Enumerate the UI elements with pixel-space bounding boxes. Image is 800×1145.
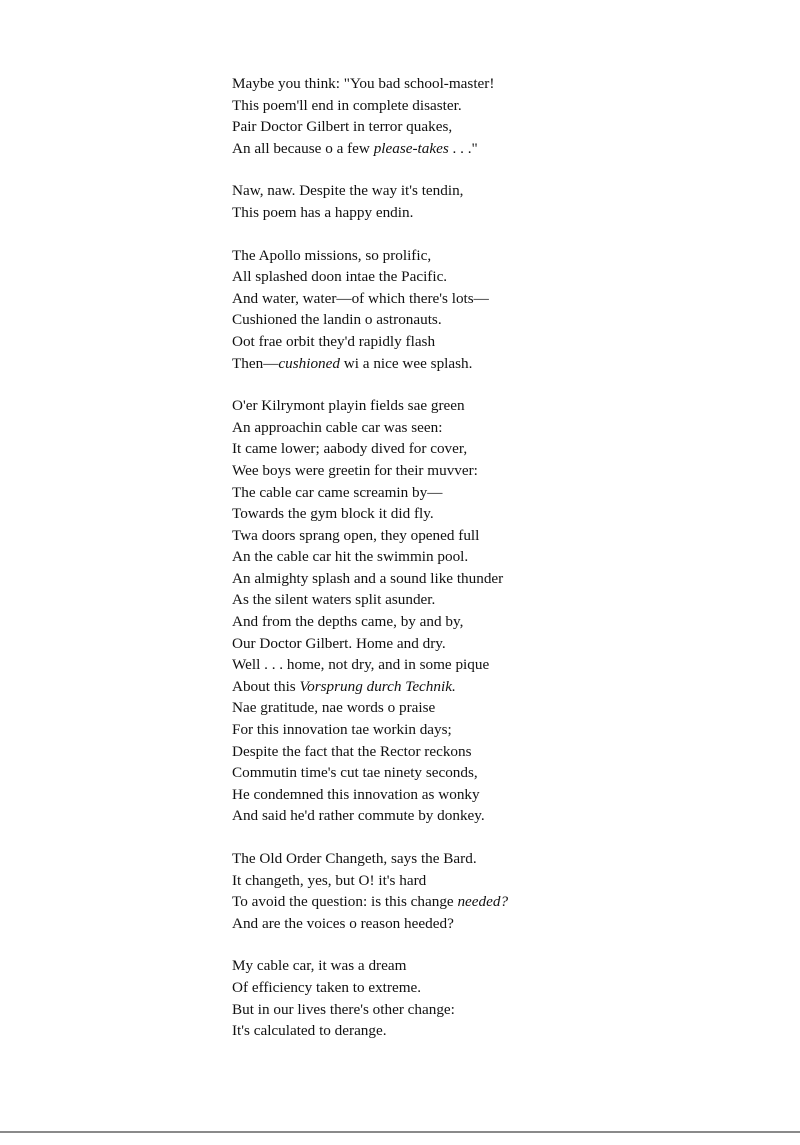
line-text: The Apollo missions, so prolific, [232, 246, 432, 264]
poem-line [232, 633, 752, 655]
poem-line [232, 848, 752, 870]
poem-line [232, 913, 752, 935]
stanza [232, 245, 752, 375]
poem-line [232, 676, 752, 698]
poem-line [232, 762, 752, 784]
poem-line [232, 95, 752, 117]
line-text: The cable car came screamin by— [232, 483, 443, 501]
poem-line [232, 741, 752, 763]
poem-line [232, 568, 752, 590]
poem-line [232, 546, 752, 568]
line-text: This poem has a happy endin. [232, 203, 414, 221]
line-text: Pair Doctor Gilbert in terror quakes, [232, 118, 453, 136]
line-text: Then— [232, 354, 279, 372]
line-text: And water, water—of which there's lots— [232, 289, 489, 307]
line-text: About this [232, 677, 300, 695]
line-text: As the silent waters split asunder. [232, 591, 436, 609]
line-text: Twa doors sprang open, they opened full [232, 526, 480, 544]
line-text: Oot frae orbit they'd rapidly flash [232, 332, 436, 350]
stanza [232, 73, 752, 159]
italic-text: needed? [457, 893, 509, 911]
poem-line [232, 245, 752, 267]
line-text: He condemned this innovation as wonky [232, 785, 480, 803]
poem-line [232, 805, 752, 827]
poem-line [232, 438, 752, 460]
poem-line [232, 482, 752, 504]
poem-line [232, 525, 752, 547]
line-text: Cushioned the landin o astronauts. [232, 311, 442, 329]
line-text: And from the depths came, by and by, [232, 613, 464, 631]
line-text: But in our lives there's other change: [232, 1000, 455, 1018]
poem-line [232, 417, 752, 439]
poem-line [232, 503, 752, 525]
stanza [232, 955, 752, 1041]
poem-line [232, 1020, 752, 1042]
line-text: Our Doctor Gilbert. Home and dry. [232, 634, 446, 652]
poem-line [232, 719, 752, 741]
stanza [232, 180, 752, 223]
line-text: Despite the fact that the Rector reckons [232, 742, 472, 760]
line-text: Wee boys were greetin for their muvver: [232, 461, 478, 479]
line-text: The Old Order Changeth, says the Bard. [232, 850, 477, 867]
stanza [232, 395, 752, 827]
poem-line [232, 395, 752, 417]
poem-line [232, 654, 752, 676]
line-text: Naw, naw. Despite the way it's tendin, [232, 182, 464, 200]
italic-text: cushioned [278, 354, 340, 372]
poem-line [232, 288, 752, 310]
line-text: Of efficiency taken to extreme. [232, 978, 422, 996]
line-text: An the cable car hit the swimmin pool. [232, 548, 469, 566]
line-text: All splashed doon intae the Pacific. [232, 268, 448, 286]
poem-line [232, 353, 752, 375]
poem-line [232, 891, 752, 913]
poem-line [232, 331, 752, 353]
poem-line [232, 460, 752, 482]
poem-line [232, 180, 752, 202]
line-text: And said he'd rather commute by donkey. [232, 807, 485, 825]
poem-line [232, 870, 752, 892]
line-text: Maybe you think: "You bad school-master! [232, 75, 495, 92]
line-text: O'er Kilrymont playin fields sae green [232, 397, 465, 415]
page-bottom-edge [0, 1131, 800, 1133]
line-text: Commutin time's cut tae ninety seconds, [232, 764, 478, 782]
poem-line [232, 589, 752, 611]
line-text: My cable car, it was a dream [232, 957, 407, 975]
line-text: Towards the gym block it did fly. [232, 505, 434, 523]
poem-line [232, 955, 752, 977]
italic-text: please-takes [373, 139, 449, 157]
poem-line [232, 977, 752, 999]
italic-text: Vorsprung durch Technik. [299, 677, 456, 695]
line-text: It's calculated to derange. [232, 1022, 387, 1040]
line-text: wi a nice wee splash. [340, 354, 473, 372]
poem-line [232, 999, 752, 1021]
poem-line [232, 73, 752, 95]
line-text: An approachin cable car was seen: [232, 418, 443, 436]
line-text: An all because o a few [232, 139, 374, 157]
poem-line [232, 309, 752, 331]
line-text: . . ." [448, 139, 478, 157]
poem-line [232, 138, 752, 160]
line-text: Well . . . home, not dry, and in some pique [232, 656, 490, 674]
line-text: This poem'll end in complete disaster. [232, 96, 462, 114]
poem-text [232, 73, 752, 1063]
line-text: To avoid the question: is this change [232, 893, 458, 911]
poem-line [232, 202, 752, 224]
stanza [232, 848, 752, 934]
line-text: Nae gratitude, nae words o praise [232, 699, 436, 717]
line-text: And are the voices o reason heeded? [232, 914, 454, 932]
poem-line [232, 266, 752, 288]
poem-line [232, 611, 752, 633]
line-text: It came lower; aabody dived for cover, [232, 440, 468, 458]
poem-line [232, 784, 752, 806]
poem-line [232, 116, 752, 138]
line-text: It changeth, yes, but O! it's hard [232, 871, 427, 889]
line-text: An almighty splash and a sound like thunder [232, 569, 504, 587]
line-text: For this innovation tae workin days; [232, 721, 452, 739]
poem-line [232, 697, 752, 719]
